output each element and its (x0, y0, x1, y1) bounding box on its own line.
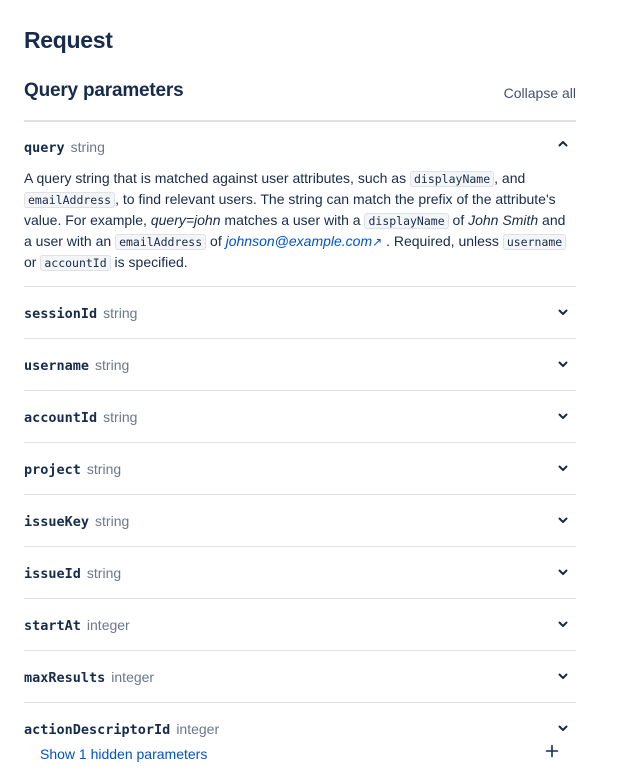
param-name: issueKey string (24, 513, 130, 530)
external-link-icon: ↗ (372, 235, 383, 249)
param-header-project[interactable] (24, 443, 576, 494)
param-name: startAt integer (24, 617, 130, 634)
chevron-down-icon[interactable] (558, 516, 568, 524)
example-query: query=john (150, 212, 221, 228)
code-emailaddress: emailAddress (24, 192, 115, 208)
query-parameters-header (24, 80, 576, 122)
param-type: string (103, 305, 138, 321)
param-name: issueId string (24, 565, 122, 582)
code-displayname: displayName (364, 213, 448, 229)
param-name: username string (24, 357, 130, 374)
show-hidden-parameters-link[interactable]: Show 1 hidden parameters (40, 746, 208, 762)
param-type: string (95, 513, 130, 529)
param-type: string (70, 139, 105, 155)
code-accountid: accountId (40, 255, 110, 271)
param-issueid (24, 547, 576, 599)
param-username (24, 339, 576, 391)
param-name: query string (24, 139, 105, 156)
param-header-issuekey[interactable] (24, 495, 576, 546)
chevron-down-icon[interactable] (558, 620, 568, 628)
param-header-startat[interactable] (24, 599, 576, 650)
request-title: Request (24, 27, 113, 53)
param-type: string (95, 357, 130, 373)
param-name: sessionId string (24, 305, 138, 322)
parameter-list (24, 122, 576, 754)
code-displayname: displayName (410, 171, 494, 187)
param-header-username[interactable] (24, 339, 576, 390)
param-issuekey (24, 495, 576, 547)
param-header-query[interactable] (24, 122, 576, 168)
param-maxresults (24, 651, 576, 703)
param-name: project string (24, 461, 122, 478)
param-name: accountId string (24, 409, 138, 426)
example-name: John Smith (468, 212, 539, 228)
email-link[interactable]: johnson@example.com↗ (225, 233, 383, 249)
param-header-maxresults[interactable] (24, 651, 576, 702)
chevron-down-icon[interactable] (558, 412, 568, 420)
chevron-down-icon[interactable] (558, 360, 568, 368)
chevron-down-icon[interactable] (558, 464, 568, 472)
param-header-sessionid[interactable] (24, 287, 576, 338)
param-accountid (24, 391, 576, 443)
param-name: maxResults integer (24, 669, 155, 686)
chevron-down-icon[interactable] (558, 308, 568, 316)
param-type: integer (111, 669, 155, 685)
show-hidden-parameters[interactable] (40, 737, 576, 769)
param-description: A query string that is matched against user attributes, such as displayName , and emailAddress , to find relevant users. The string can match the prefix of the attribute's value. For example, query=john matches a user with a displayName of John Smith and a user with an emailAddress of johnson@example.com↗ . Required, unless username or accountId is specified. (24, 170, 566, 270)
param-type: integer (176, 721, 220, 737)
param-startat (24, 599, 576, 651)
chevron-down-icon[interactable] (558, 568, 568, 576)
code-username: username (503, 234, 566, 250)
section-title: Query parameters (24, 80, 184, 101)
collapse-all-button[interactable]: Collapse all (503, 85, 576, 101)
chevron-down-icon[interactable] (558, 724, 568, 732)
chevron-up-icon[interactable] (558, 140, 568, 148)
chevron-down-icon[interactable] (558, 672, 568, 680)
param-header-issueid[interactable] (24, 547, 576, 598)
param-type: integer (86, 617, 130, 633)
plus-icon[interactable] (545, 744, 559, 758)
param-type: string (86, 461, 122, 477)
code-emailaddress: emailAddress (115, 234, 206, 250)
param-type: string (86, 565, 122, 581)
param-type: string (103, 409, 138, 425)
param-query (24, 122, 576, 287)
param-sessionid (24, 287, 576, 339)
param-header-accountid[interactable] (24, 391, 576, 442)
param-project (24, 443, 576, 495)
param-name: actionDescriptorId integer (24, 721, 220, 738)
